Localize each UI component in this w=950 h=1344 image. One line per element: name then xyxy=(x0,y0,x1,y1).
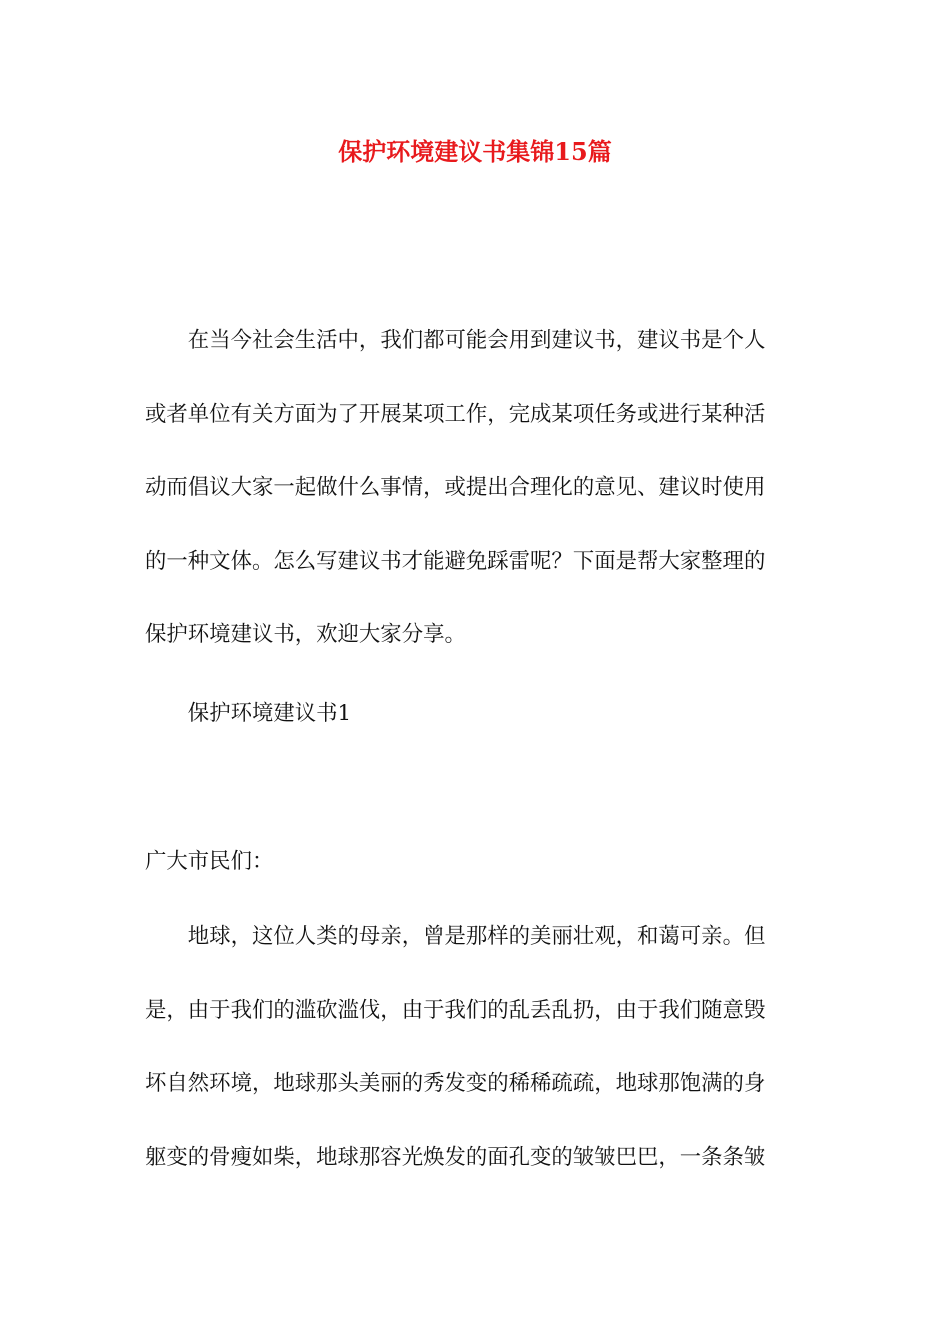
body-line: 坏自然环境，地球那头美丽的秀发变的稀稀疏疏，地球那饱满的身 xyxy=(145,1071,766,1096)
intro-paragraph xyxy=(145,304,807,672)
body-paragraph xyxy=(145,900,807,1194)
page-title: 保护环境建议书集锦15篇 xyxy=(338,137,612,166)
section-heading-block xyxy=(145,677,807,751)
intro-line: 动而倡议大家一起做什么事情，或提出合理化的意见、建议时使用 xyxy=(145,475,766,500)
section-heading: 保护环境建议书1 xyxy=(187,701,352,726)
intro-line: 的一种文体。怎么写建议书才能避免踩雷呢？下面是帮大家整理的 xyxy=(145,548,766,574)
intro-line: 在当今社会生活中，我们都可能会用到建议书，建议书是个人 xyxy=(187,328,766,353)
greeting: 广大市民们： xyxy=(145,849,274,874)
body-line: 是，由于我们的滥砍滥伐，由于我们的乱丢乱扔，由于我们随意毁 xyxy=(145,997,766,1023)
intro-line: 或者单位有关方面为了开展某项工作，完成某项任务或进行某种活 xyxy=(145,401,766,427)
greeting-block xyxy=(145,825,807,899)
body-line: 地球，这位人类的母亲，曾是那样的美丽壮观，和蔼可亲。但 xyxy=(187,924,766,949)
body-line: 躯变的骨瘦如柴，地球那容光焕发的面孔变的皱皱巴巴，一条条皱 xyxy=(145,1144,766,1170)
intro-line: 保护环境建议书，欢迎大家分享。 xyxy=(145,622,466,647)
